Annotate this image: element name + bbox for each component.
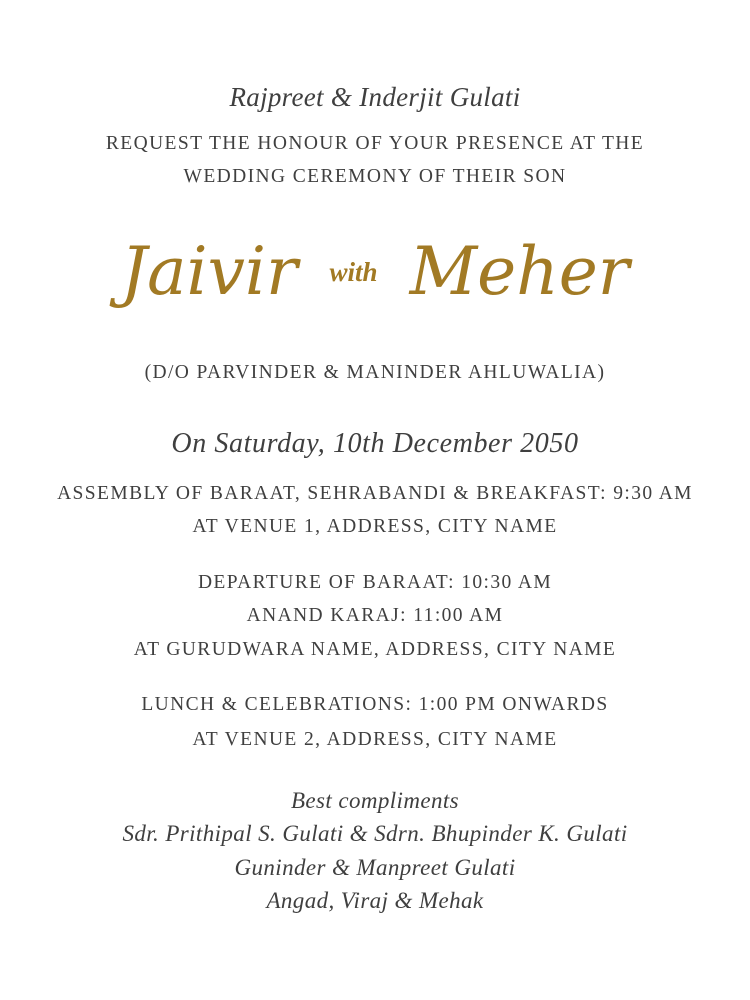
event-2-line-1: DEPARTURE OF BARAAT: 10:30 AM: [197, 572, 553, 593]
bride-parents: (D/O PARVINDER & MANINDER AHLUWALIA): [144, 362, 606, 383]
request-line-2: WEDDING CEREMONY OF THEIR SON: [183, 166, 567, 187]
event-1-line-2: AT VENUE 1, ADDRESS, CITY NAME: [192, 516, 558, 537]
event-2-line-2: ANAND KARAJ: 11:00 AM: [246, 605, 504, 626]
with-word: with: [329, 257, 378, 287]
hosts-names: Rajpreet & Inderjit Gulati: [229, 82, 521, 112]
event-3-line-1: LUNCH & CELEBRATIONS: 1:00 PM ONWARDS: [141, 694, 609, 715]
groom-name: Jaivir: [120, 233, 298, 310]
event-1-line-1: ASSEMBLY OF BARAAT, SEHRABANDI & BREAKFAST: 9:30 AM: [57, 483, 693, 504]
event-3-line-2: AT VENUE 2, ADDRESS, CITY NAME: [192, 729, 558, 750]
couple-names: [0, 212, 750, 332]
bride-name: Meher: [409, 233, 630, 310]
wedding-date: On Saturday, 10th December 2050: [171, 428, 579, 459]
event-2-line-3: AT GURUDWARA NAME, ADDRESS, CITY NAME: [133, 639, 617, 660]
compliments-line-3: Angad, Viraj & Mehak: [266, 888, 484, 913]
compliments-line-1: Sdr. Prithipal S. Gulati & Sdrn. Bhupinder K. Gulati: [122, 821, 628, 846]
compliments-heading: Best compliments: [290, 788, 459, 813]
request-line-1: REQUEST THE HONOUR OF YOUR PRESENCE AT THE: [105, 133, 645, 154]
compliments-line-2: Guninder & Manpreet Gulati: [234, 855, 516, 880]
